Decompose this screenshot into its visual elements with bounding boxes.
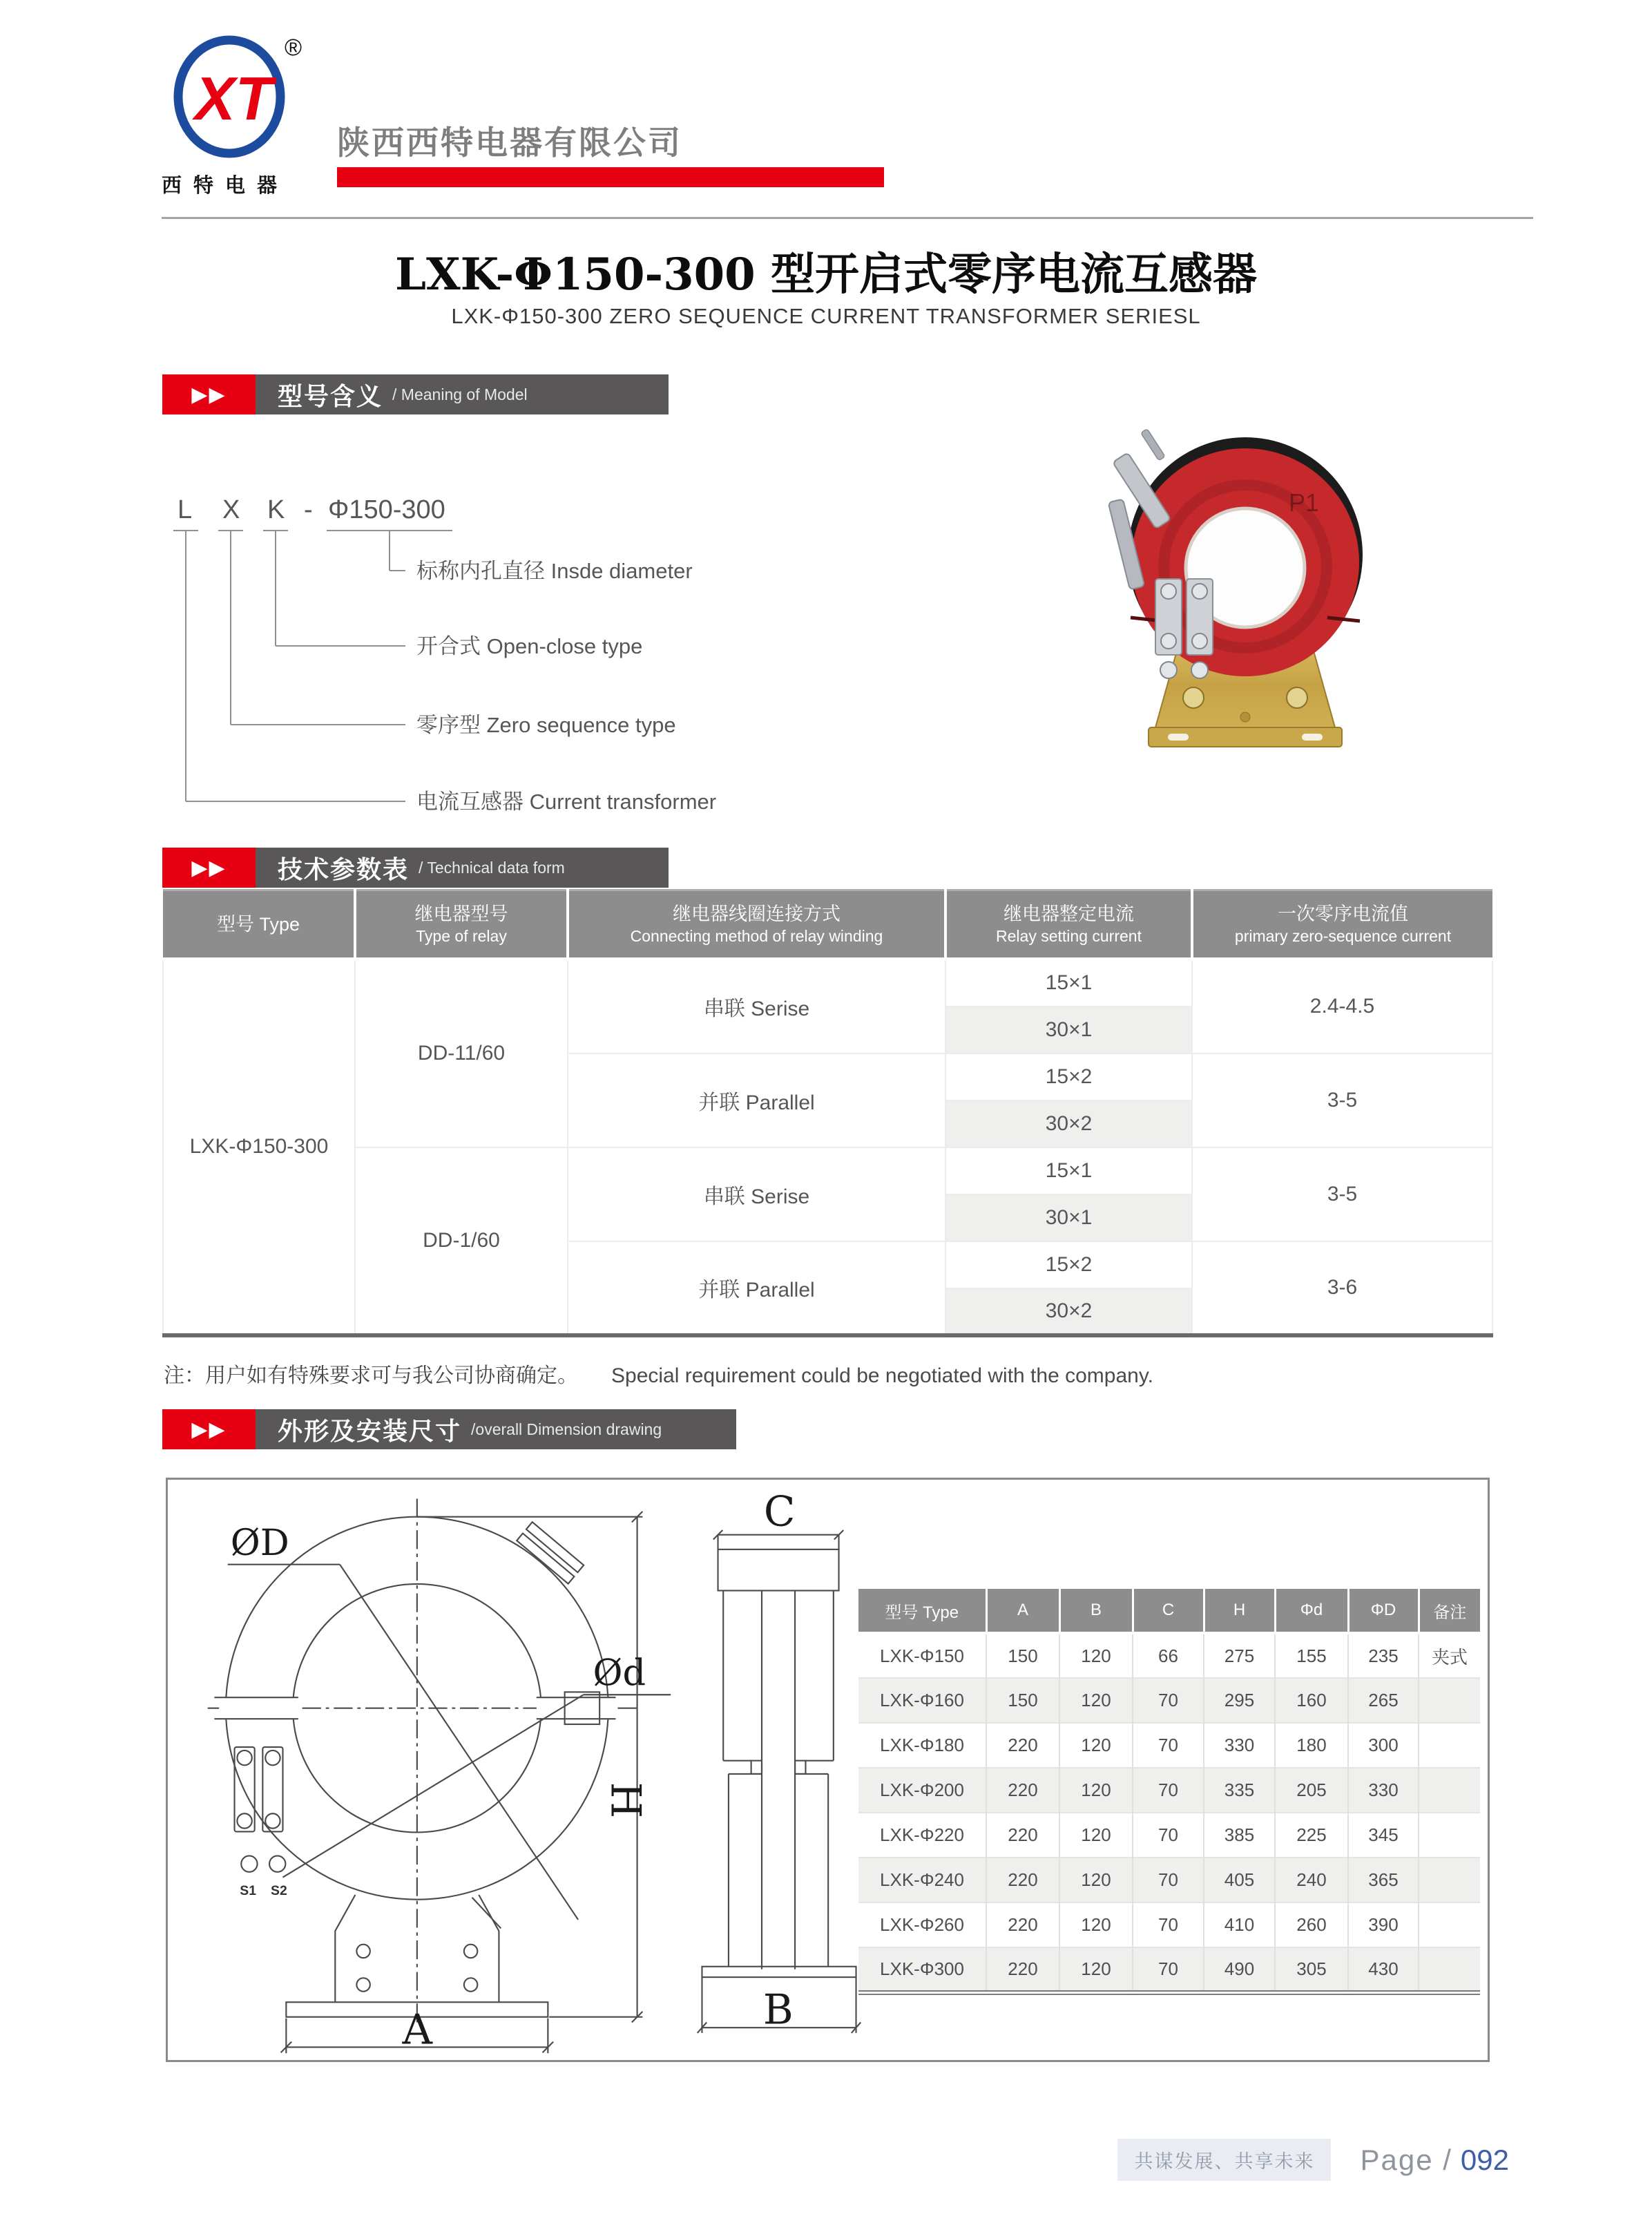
model-code-size: Φ150-300 — [328, 495, 445, 524]
dim-cell-d-small: 240 — [1275, 1858, 1348, 1902]
dim-cell-remark — [1419, 1947, 1480, 1992]
current-cell: 30×1 — [945, 1194, 1192, 1241]
dim-cell-d-big: 345 — [1348, 1813, 1419, 1858]
meaning-label-inside-diameter: 标称内孔直径 Insde diameter — [416, 559, 693, 583]
dim-cell-a: 220 — [986, 1902, 1059, 1947]
dim-cell-c: 66 — [1133, 1633, 1204, 1678]
footer-page-number: 092 — [1460, 2143, 1509, 2176]
table-row — [163, 960, 1492, 1007]
method-cell: 串联 Serise — [568, 960, 945, 1053]
note-en: Special requirement could be negotiated with the company. — [611, 1364, 1153, 1387]
dim-cell-a: 220 — [986, 1723, 1059, 1768]
dim-cell-h: 335 — [1204, 1768, 1275, 1813]
section-title-zh: 型号含义 — [278, 381, 383, 410]
dim-cell-d-small: 160 — [1275, 1678, 1348, 1723]
dim-label-c: C — [763, 1488, 796, 1536]
dim-col-type: 型号 Type — [858, 1589, 986, 1633]
model-code-l: L — [177, 495, 193, 524]
dim-cell-b: 120 — [1059, 1813, 1133, 1858]
dim-cell-remark: 夹式 — [1419, 1633, 1480, 1678]
dimension-table — [858, 1589, 1480, 1995]
terminal-s1-label: S1 — [240, 1882, 257, 1898]
page-title: LXK-Φ150-300 型开启式零序电流互感器 — [395, 249, 1257, 301]
dim-cell-b: 120 — [1059, 1633, 1133, 1678]
current-cell: 15×2 — [945, 1053, 1192, 1100]
current-cell: 30×2 — [945, 1100, 1192, 1147]
header-red-bar — [337, 167, 884, 187]
section-title-en: / Technical data form — [419, 858, 565, 877]
technical-table-header-row — [163, 890, 1492, 960]
dim-table-row — [858, 1813, 1480, 1858]
dim-cell-type: LXK-Φ160 — [858, 1678, 986, 1723]
dim-col-c: C — [1133, 1589, 1204, 1633]
section-arrows-icon: ▶▶ — [162, 1409, 256, 1449]
dim-cell-type: LXK-Φ240 — [858, 1858, 986, 1902]
relay-cell: DD-11/60 — [355, 960, 568, 1147]
dim-cell-b: 120 — [1059, 1858, 1133, 1902]
dimension-table-body — [858, 1633, 1480, 1992]
dim-cell-c: 70 — [1133, 1813, 1204, 1858]
dim-cell-d-small: 205 — [1275, 1768, 1348, 1813]
dim-cell-a: 220 — [986, 1768, 1059, 1813]
dim-cell-d-small: 260 — [1275, 1902, 1348, 1947]
dim-col-a: A — [986, 1589, 1059, 1633]
dim-label-outer-diameter: ØD — [230, 1522, 289, 1565]
dim-cell-type: LXK-Φ300 — [858, 1947, 986, 1992]
dim-cell-h: 385 — [1204, 1813, 1275, 1858]
footer-page-label: Page / — [1360, 2143, 1452, 2176]
model-code-k: K — [267, 495, 285, 524]
note-line — [164, 1358, 1153, 1389]
dim-cell-h: 295 — [1204, 1678, 1275, 1723]
dim-cell-h: 410 — [1204, 1902, 1275, 1947]
meaning-label-zero-sequence: 零序型 Zero sequence type — [416, 713, 676, 737]
dim-cell-d-small: 305 — [1275, 1947, 1348, 1992]
ring-marking: P1 — [1289, 488, 1320, 517]
relay-cell: DD-1/60 — [355, 1147, 568, 1335]
dim-label-a: A — [402, 2005, 432, 2054]
dim-cell-b: 120 — [1059, 1678, 1133, 1723]
note-zh: 注：用户如有特殊要求可与我公司协商确定。 — [164, 1364, 578, 1387]
dim-col-remark: 备注 — [1419, 1589, 1480, 1633]
dim-cell-a: 150 — [986, 1633, 1059, 1678]
col-header-primary-current: 一次零序电流值 primary zero-sequence current — [1192, 890, 1492, 960]
current-cell: 15×1 — [945, 960, 1192, 1007]
section-bar-model-meaning — [162, 374, 669, 414]
dim-cell-a: 220 — [986, 1947, 1059, 1992]
model-code-x: X — [222, 495, 240, 524]
dim-cell-remark — [1419, 1768, 1480, 1813]
col-header-type: 型号 Type — [163, 890, 355, 960]
drawing-panel — [166, 1478, 1490, 2062]
method-cell: 并联 Parallel — [568, 1241, 945, 1335]
footer — [1117, 2139, 1509, 2181]
dim-cell-d-big: 330 — [1348, 1768, 1419, 1813]
technical-table — [162, 889, 1493, 1337]
dim-cell-remark — [1419, 1902, 1480, 1947]
front-view-drawing — [195, 1487, 679, 2057]
dim-cell-a: 220 — [986, 1813, 1059, 1858]
dimension-table-header-row — [858, 1589, 1480, 1633]
method-cell: 串联 Serise — [568, 1147, 945, 1241]
dim-table-row — [858, 1723, 1480, 1768]
dim-table-row — [858, 1858, 1480, 1902]
dim-cell-b: 120 — [1059, 1947, 1133, 1992]
method-cell: 并联 Parallel — [568, 1053, 945, 1147]
current-cell: 15×2 — [945, 1241, 1192, 1288]
dim-cell-h: 275 — [1204, 1633, 1275, 1678]
primary-cell: 2.4-4.5 — [1192, 960, 1492, 1053]
dim-col-b: B — [1059, 1589, 1133, 1633]
dim-col-d-big: ΦD — [1348, 1589, 1419, 1633]
logo-mark: XT — [195, 64, 273, 133]
dim-cell-d-big: 300 — [1348, 1723, 1419, 1768]
dim-cell-remark — [1419, 1678, 1480, 1723]
section-title-zh: 技术参数表 — [278, 855, 410, 884]
terminal-s2-label: S2 — [271, 1882, 287, 1898]
col-header-setting-current: 继电器整定电流 Relay setting current — [945, 890, 1192, 960]
section-bar-technical — [162, 848, 669, 888]
dim-cell-h: 405 — [1204, 1858, 1275, 1902]
dim-cell-d-small: 155 — [1275, 1633, 1348, 1678]
dim-table-row — [858, 1902, 1480, 1947]
dim-cell-a: 220 — [986, 1858, 1059, 1902]
section-title-en: /overall Dimension drawing — [471, 1420, 662, 1438]
dim-table-row — [858, 1768, 1480, 1813]
footer-slogan: 共谋发展、共享未来 — [1117, 2139, 1331, 2181]
current-cell: 15×1 — [945, 1147, 1192, 1194]
model-code-dash: - — [304, 495, 313, 524]
section-arrows-icon: ▶▶ — [162, 374, 256, 414]
side-view-drawing — [693, 1487, 865, 2057]
dim-cell-c: 70 — [1133, 1902, 1204, 1947]
section-title-en: / Meaning of Model — [392, 385, 528, 403]
dim-table-row — [858, 1678, 1480, 1723]
dim-cell-d-big: 235 — [1348, 1633, 1419, 1678]
dim-cell-c: 70 — [1133, 1947, 1204, 1992]
dim-col-h: H — [1204, 1589, 1275, 1633]
section-title-zh: 外形及安装尺寸 — [278, 1416, 462, 1445]
dim-table-row — [858, 1947, 1480, 1992]
dim-cell-d-big: 430 — [1348, 1947, 1419, 1992]
dim-cell-remark — [1419, 1813, 1480, 1858]
dim-cell-b: 120 — [1059, 1768, 1133, 1813]
dim-label-h: H — [601, 1782, 650, 1819]
dim-cell-d-big: 265 — [1348, 1678, 1419, 1723]
dim-cell-type: LXK-Φ220 — [858, 1813, 986, 1858]
dim-cell-type: LXK-Φ260 — [858, 1902, 986, 1947]
section-arrows-icon: ▶▶ — [162, 848, 256, 888]
company-logo — [166, 31, 304, 169]
current-cell: 30×2 — [945, 1288, 1192, 1335]
dim-cell-b: 120 — [1059, 1902, 1133, 1947]
dim-cell-d-big: 390 — [1348, 1902, 1419, 1947]
dim-cell-b: 120 — [1059, 1723, 1133, 1768]
dim-cell-type: LXK-Φ200 — [858, 1768, 986, 1813]
logo-caption: 西特电器 — [162, 175, 289, 197]
dim-cell-c: 70 — [1133, 1768, 1204, 1813]
dim-cell-h: 330 — [1204, 1723, 1275, 1768]
dim-cell-d-big: 365 — [1348, 1858, 1419, 1902]
dim-cell-remark — [1419, 1723, 1480, 1768]
dim-cell-d-small: 180 — [1275, 1723, 1348, 1768]
dim-cell-c: 70 — [1133, 1858, 1204, 1902]
product-photo — [1097, 413, 1394, 759]
col-header-relay: 继电器型号 Type of relay — [355, 890, 568, 960]
primary-cell: 3-5 — [1192, 1147, 1492, 1241]
dim-table-row — [858, 1633, 1480, 1678]
table-row — [163, 1147, 1492, 1194]
dim-label-inner-diameter: Ød — [593, 1652, 646, 1695]
dim-cell-h: 490 — [1204, 1947, 1275, 1992]
header — [0, 0, 1652, 221]
dim-cell-c: 70 — [1133, 1678, 1204, 1723]
section-bar-dimensions — [162, 1409, 736, 1449]
company-name: 陕西西特电器有限公司 — [337, 124, 682, 161]
primary-cell: 3-6 — [1192, 1241, 1492, 1335]
dim-cell-remark — [1419, 1858, 1480, 1902]
primary-cell: 3-5 — [1192, 1053, 1492, 1147]
dim-label-b: B — [762, 1986, 794, 2034]
meaning-label-current-transformer: 电流互感器 Current transformer — [416, 790, 717, 814]
current-cell: 30×1 — [945, 1007, 1192, 1053]
model-cell: LXK-Φ150-300 — [163, 960, 355, 1335]
logo-registered: ® — [285, 35, 302, 61]
dim-cell-type: LXK-Φ180 — [858, 1723, 986, 1768]
col-header-connecting: 继电器线圈连接方式 Connecting method of relay winding — [568, 890, 945, 960]
dim-cell-a: 150 — [986, 1678, 1059, 1723]
dim-cell-type: LXK-Φ150 — [880, 1645, 964, 1666]
model-meaning-diagram — [162, 442, 991, 829]
header-divider — [162, 217, 1533, 219]
dim-col-d-small: Φd — [1275, 1589, 1348, 1633]
dim-cell-d-small: 225 — [1275, 1813, 1348, 1858]
dim-cell-c: 70 — [1133, 1723, 1204, 1768]
meaning-label-open-close: 开合式 Open-close type — [416, 634, 643, 658]
page-subtitle: LXK-Φ150-300 ZERO SEQUENCE CURRENT TRANSFORMER SERIESL — [451, 304, 1201, 328]
